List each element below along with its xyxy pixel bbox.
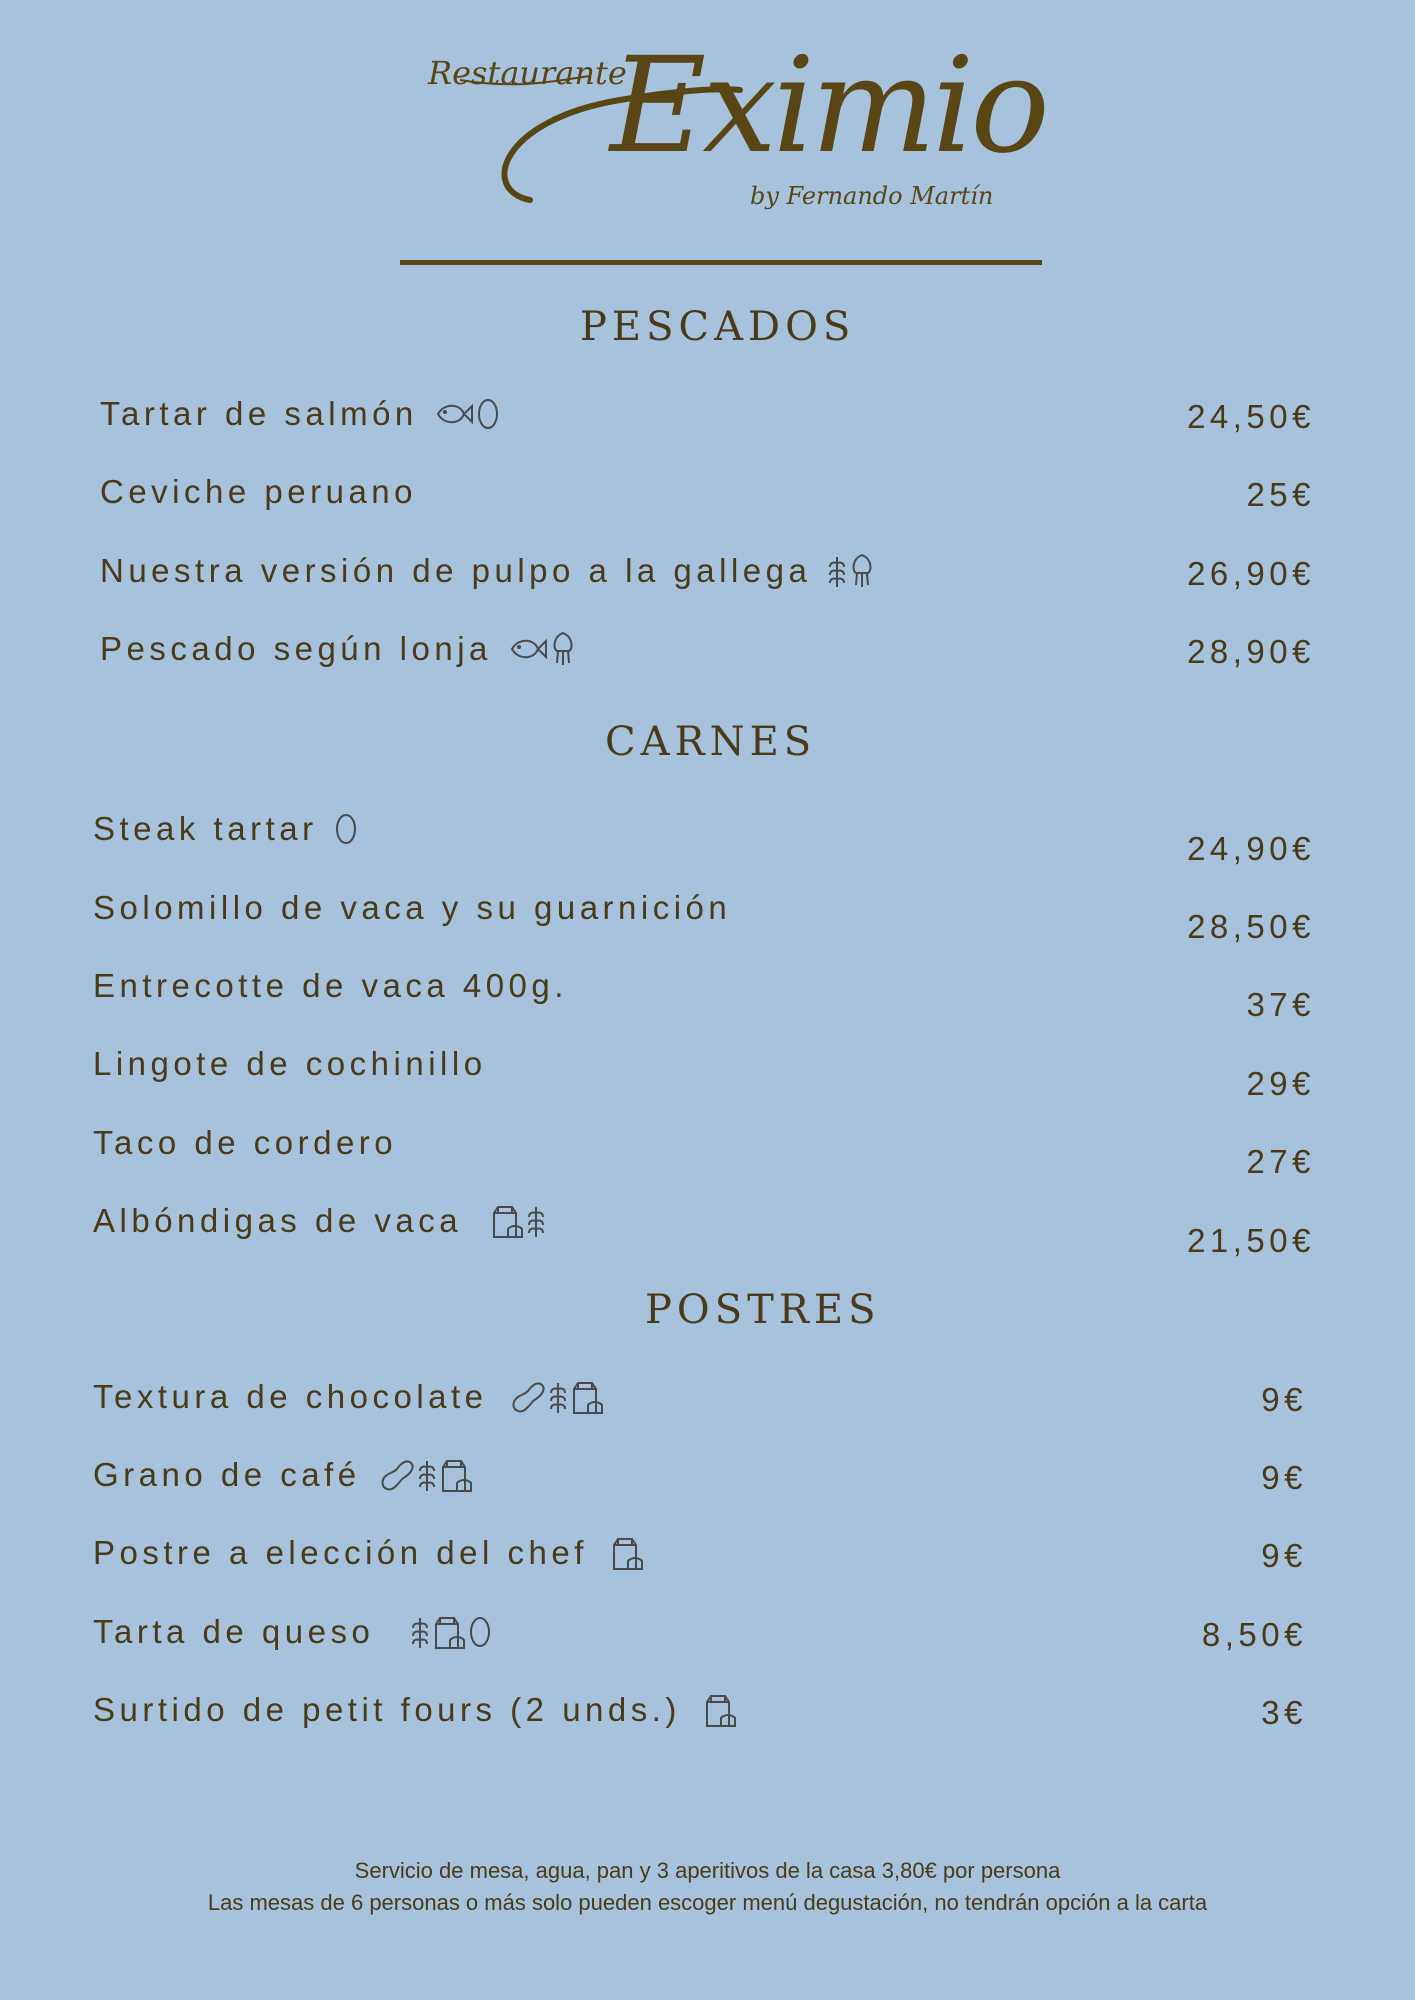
dairy-icon — [432, 1614, 466, 1650]
dairy-icon — [610, 1535, 644, 1571]
menu-item-label: Grano de café — [93, 1456, 361, 1493]
dairy-icon — [439, 1457, 473, 1493]
logo-byline: by Fernando Martín — [750, 182, 994, 210]
gluten-icon — [410, 1614, 430, 1650]
menu-item-price: 27€ — [1246, 1143, 1315, 1180]
menu-item-price: 28,50€ — [1187, 908, 1315, 945]
gluten-icon — [827, 553, 847, 589]
fish-icon — [434, 397, 474, 431]
menu-item-label: Steak tartar — [93, 810, 318, 847]
menu-item-label: Surtido de petit fours (2 unds.) — [93, 1691, 681, 1728]
menu-item-label: Entrecotte de vaca 400g. — [93, 967, 568, 1004]
menu-item-name — [93, 1124, 397, 1162]
menu-item-price: 28,90€ — [1187, 633, 1315, 670]
menu-item-label: Textura de chocolate — [93, 1378, 488, 1415]
header-divider — [400, 260, 1042, 265]
egg-icon — [468, 1614, 492, 1650]
restaurant-logo — [420, 29, 1046, 240]
menu-item-name — [100, 552, 875, 590]
menu-item-price: 37€ — [1246, 986, 1315, 1023]
fish-icon — [508, 632, 548, 666]
logo-name: Eximio — [610, 29, 1046, 183]
allergen-icons — [379, 1457, 473, 1493]
allergen-icons — [434, 396, 500, 432]
menu-item-label: Albóndigas de vaca — [93, 1202, 463, 1239]
mollusc-icon — [550, 631, 576, 667]
menu-item-label: Nuestra versión de pulpo a la gallega — [100, 552, 812, 589]
menu-item-price: 29€ — [1246, 1065, 1315, 1102]
footer-note-service: Servicio de mesa, agua, pan y 3 aperitivos de la casa 3,80€ por persona — [354, 1858, 1061, 1883]
menu-item-price: 9€ — [1261, 1459, 1307, 1496]
menu-item-name — [100, 395, 500, 433]
menu-item-name — [93, 889, 731, 927]
menu-item-name — [93, 1534, 644, 1572]
menu-item-price: 8,50€ — [1201, 1616, 1307, 1653]
menu-item-label: Ceviche peruano — [100, 473, 417, 510]
menu-item-price: 3€ — [1261, 1694, 1307, 1731]
menu-item-price: 24,90€ — [1187, 830, 1315, 867]
menu-item-price: 24,50€ — [1187, 398, 1315, 435]
allergen-icons — [508, 631, 576, 667]
allergen-icons — [334, 811, 358, 847]
gluten-icon — [417, 1457, 437, 1493]
allergen-icons — [610, 1535, 644, 1571]
menu-item-name — [100, 473, 417, 511]
menu-item-label: Postre a elección del chef — [93, 1534, 588, 1571]
menu-item-price: 21,50€ — [1187, 1222, 1315, 1259]
menu-item-name — [100, 630, 576, 668]
menu-item-label: Tartar de salmón — [100, 395, 418, 432]
menu-item-price: 9€ — [1261, 1537, 1307, 1574]
menu-item-label: Tarta de queso — [93, 1613, 375, 1650]
menu-item-label: Solomillo de vaca y su guarnición — [93, 889, 732, 926]
dairy-icon — [703, 1692, 737, 1728]
gluten-icon — [548, 1379, 568, 1415]
allergen-icons — [827, 553, 875, 589]
menu-item-name — [93, 1045, 487, 1083]
section-title-carnes: CARNES — [605, 719, 817, 765]
menu-item-name — [93, 1613, 492, 1651]
menu-item-label: Lingote de cochinillo — [93, 1045, 487, 1082]
menu-item-name — [93, 1202, 546, 1240]
logo-restaurante: Restaurante — [428, 54, 627, 92]
footer-note-groups: Las mesas de 6 personas o más solo pueden escoger menú degustación, no tendrán opción a la carta — [207, 1890, 1208, 1915]
menu-item-price: 9€ — [1261, 1381, 1307, 1418]
dairy-icon — [570, 1379, 604, 1415]
menu-item-name — [93, 1456, 473, 1494]
peanut-icon — [379, 1457, 415, 1493]
section-title-postres: POSTRES — [645, 1287, 881, 1333]
allergen-icons — [490, 1203, 546, 1239]
dairy-icon — [490, 1203, 524, 1239]
egg-icon — [334, 811, 358, 847]
menu-item-label: Pescado según lonja — [100, 630, 492, 667]
menu-item-label: Taco de cordero — [93, 1124, 398, 1161]
gluten-icon — [526, 1203, 546, 1239]
allergen-icons — [703, 1692, 737, 1728]
menu-item-name — [93, 1378, 604, 1416]
allergen-icons — [410, 1614, 492, 1650]
mollusc-icon — [849, 553, 875, 589]
allergen-icons — [510, 1379, 604, 1415]
menu-item-name — [93, 810, 358, 848]
menu-item-price: 25€ — [1246, 476, 1315, 513]
section-title-pescados: PESCADOS — [580, 304, 856, 350]
menu-item-name — [93, 1691, 737, 1729]
egg-icon — [476, 396, 500, 432]
menu-item-price: 26,90€ — [1187, 555, 1315, 592]
peanut-icon — [510, 1379, 546, 1415]
menu-item-name — [93, 967, 568, 1005]
